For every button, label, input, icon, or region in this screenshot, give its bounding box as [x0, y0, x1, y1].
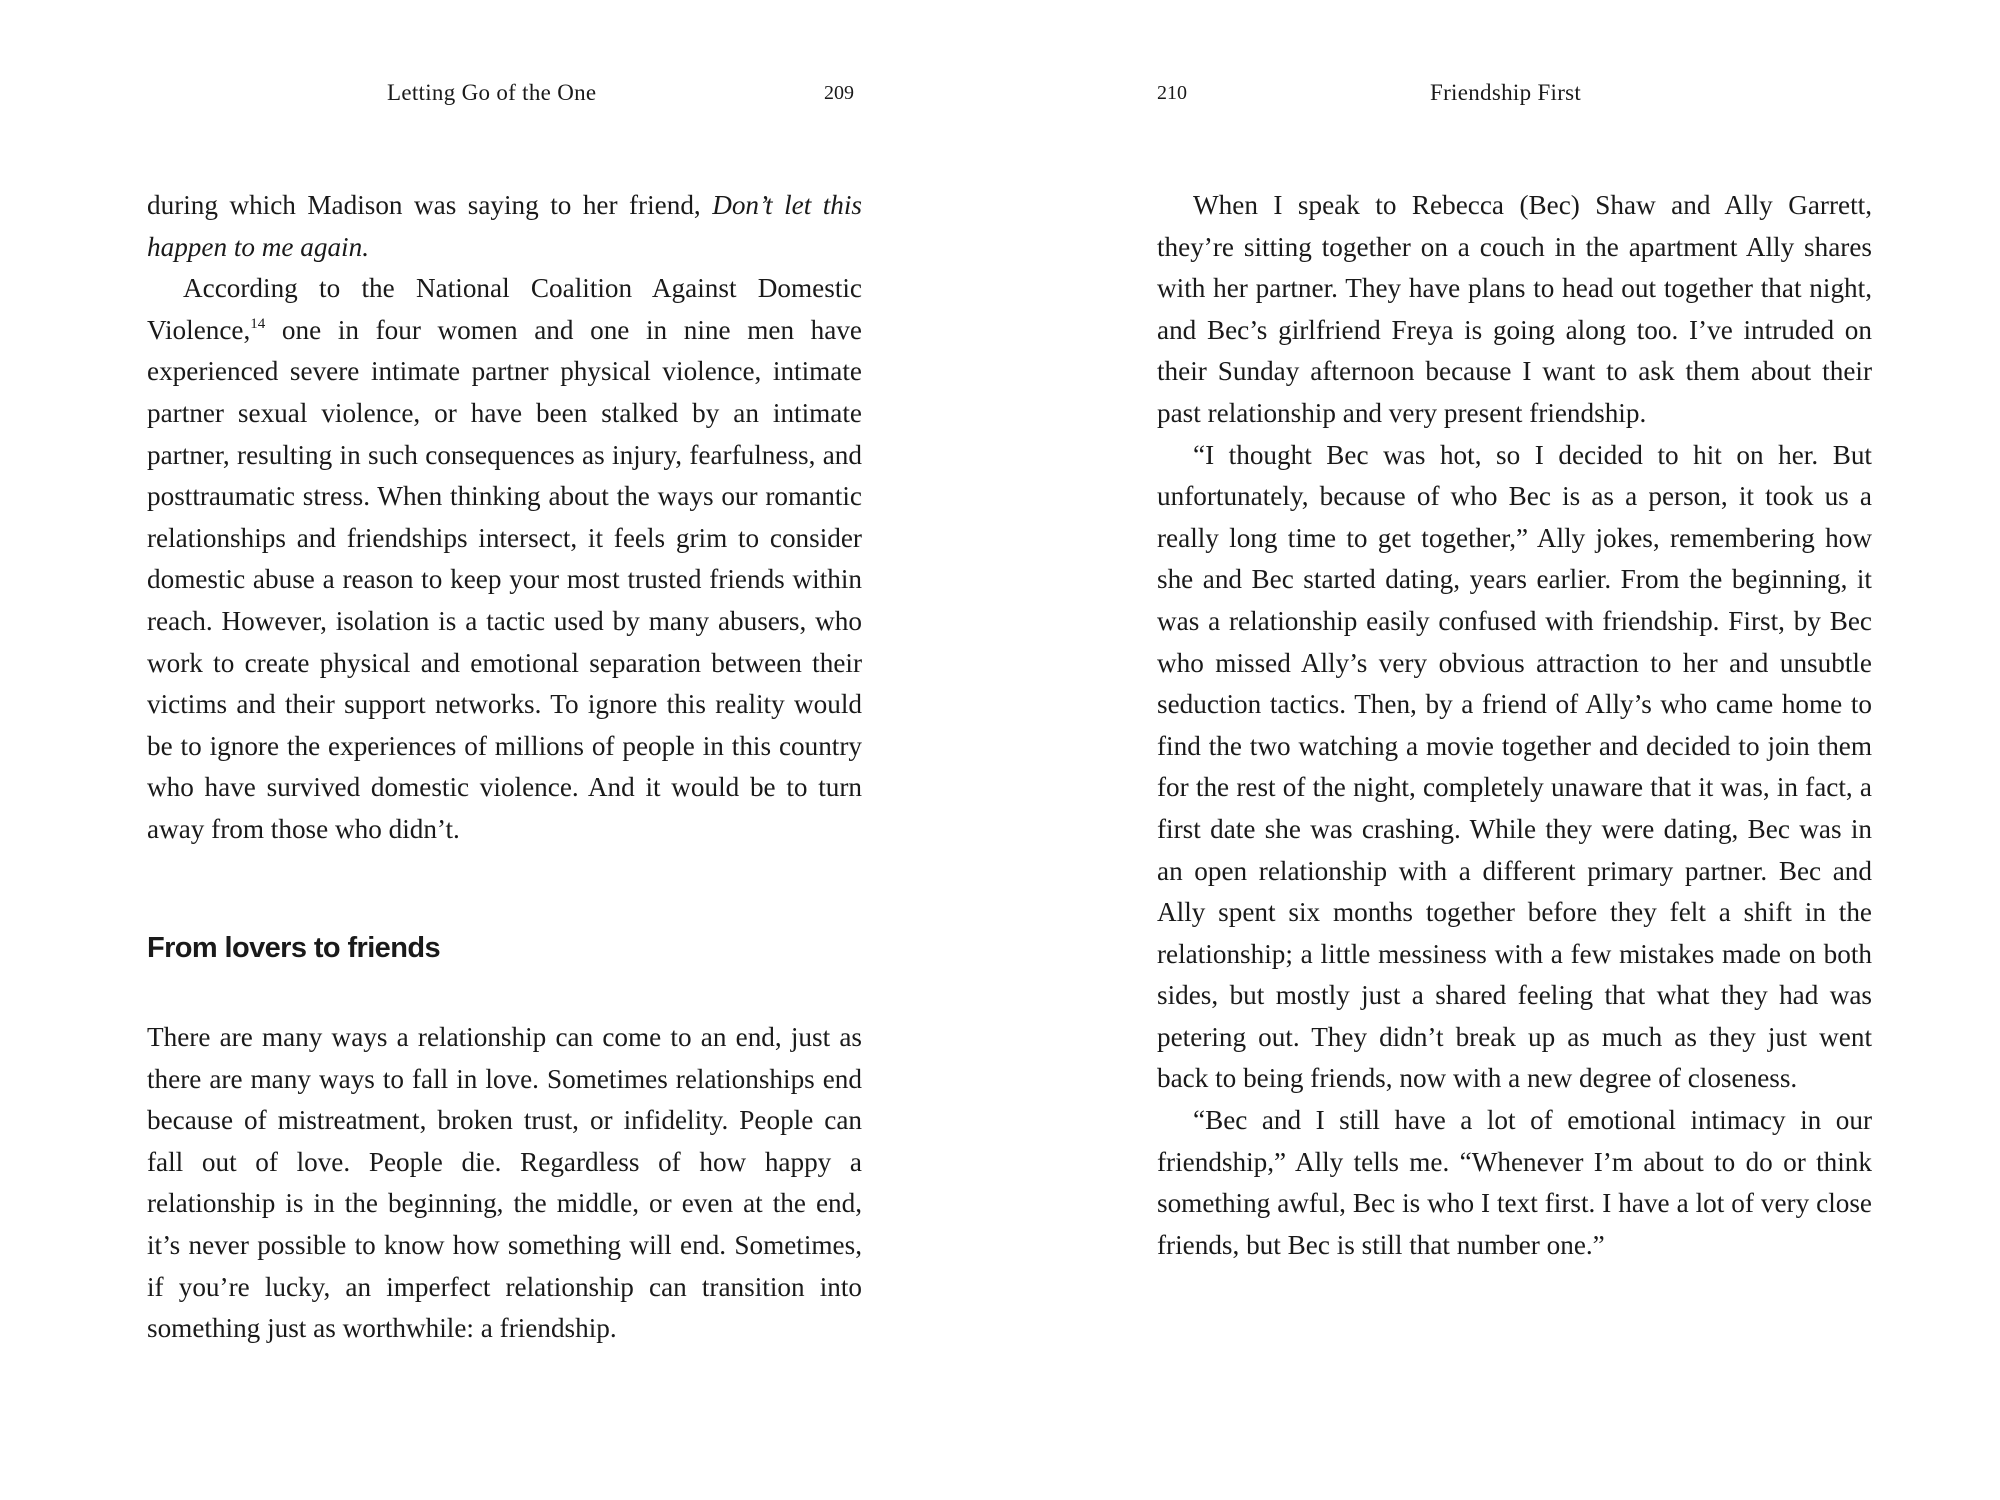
right-page — [1157, 0, 1872, 1500]
footnote-reference[interactable]: 14 — [250, 315, 266, 332]
left-page — [147, 0, 862, 1500]
page-number-right: 210 — [1157, 82, 1187, 104]
page-number-left: 209 — [824, 82, 854, 104]
paragraph: When I speak to Rebecca (Bec) Shaw and Ally Garrett, they’re sitting together on a couch in the apartment Ally shares with her partner. They have plans to head out together that night, and Bec’s girlfriend Freya is going along too. I’ve intruded on their Sunday afternoon because I want to ask them about their past relationship and very present friendship. — [1157, 190, 1872, 428]
left-text-block — [147, 185, 862, 851]
left-section-text-block — [147, 1017, 862, 1350]
paragraph: “I thought Bec was hot, so I decided to hit on her. But unfortunately, because of who Bec is as a person, it took us a really long time to get together,” Ally jokes, remembering how she and Bec started dating, years earlier. From the beginning, it was a relationship easily confused with friendship. First, by Bec who missed Ally’s very obvious attraction to her and unsubtle seduction tactics. Then, by a friend of Ally’s who came home to find the two watching a movie together and decided to join them for the rest of the night, completely unaware that it was, in fact, a first date she was crashing. While they were dating, Bec was in an open relationship with a different primary partner. Bec and Ally spent six months together before they felt a shift in the relationship; a little messiness with a few mistakes made on both sides, but mostly just a shared feeling that what they had was petering out. They didn’t break up as much as they just went back to being friends, now with a new degree of closeness. — [1157, 439, 1872, 1094]
running-head-right: Friendship First — [1430, 80, 1582, 105]
paragraph-text: According to the National Coalition Against Domestic Violence, — [147, 273, 862, 345]
section-heading: From lovers to friends — [147, 932, 440, 964]
paragraph — [147, 185, 862, 268]
paragraph: There are many ways a relationship can come to an end, just as there are many ways to fall in love. Sometimes relationships end because of mistreatment, broken trust, or infidelity. People can fall out of love. People die. Regardless of how happy a relationship is in the beginning, the middle, or even at the end, it’s never possible to know how something will end. Sometimes, if you’re lucky, an imperfect relationship can transition into something just as worthwhile: a friendship. — [147, 1022, 862, 1344]
right-text-block — [1157, 185, 1872, 1266]
paragraph-text: during which Madison was saying to her friend, — [147, 190, 713, 220]
paragraph-text: one in four women and one in nine men have experienced severe intimate partner physical violence, intimate partner sexual violence, or have been stalked by an intimate partner, resulting in such consequences as injury, fearfulness, and posttraumatic stress. When thinking about the ways our romantic relationships and friendships intersect, it feels grim to consider domestic abuse a reason to keep your most trusted friends within reach. However, isolation is a tactic used by many abusers, who work to create physical and emotional separation between their victims and their support networks. To ignore this reality would be to ignore the experiences of millions of people in this country who have survived domestic violence. And it would be to turn away from those who didn’t. — [147, 314, 862, 844]
paragraph — [147, 268, 862, 850]
running-head-left: Letting Go of the One — [387, 80, 597, 105]
paragraph: “Bec and I still have a lot of emotional intimacy in our friendship,” Ally tells me. “Whenever I’m about to do or think something awful, Bec is who I text first. I have a lot of very close friends, but Bec is still that number one.” — [1157, 1105, 1872, 1260]
italic-quote: Don’t let this happen to me again. — [147, 190, 862, 262]
